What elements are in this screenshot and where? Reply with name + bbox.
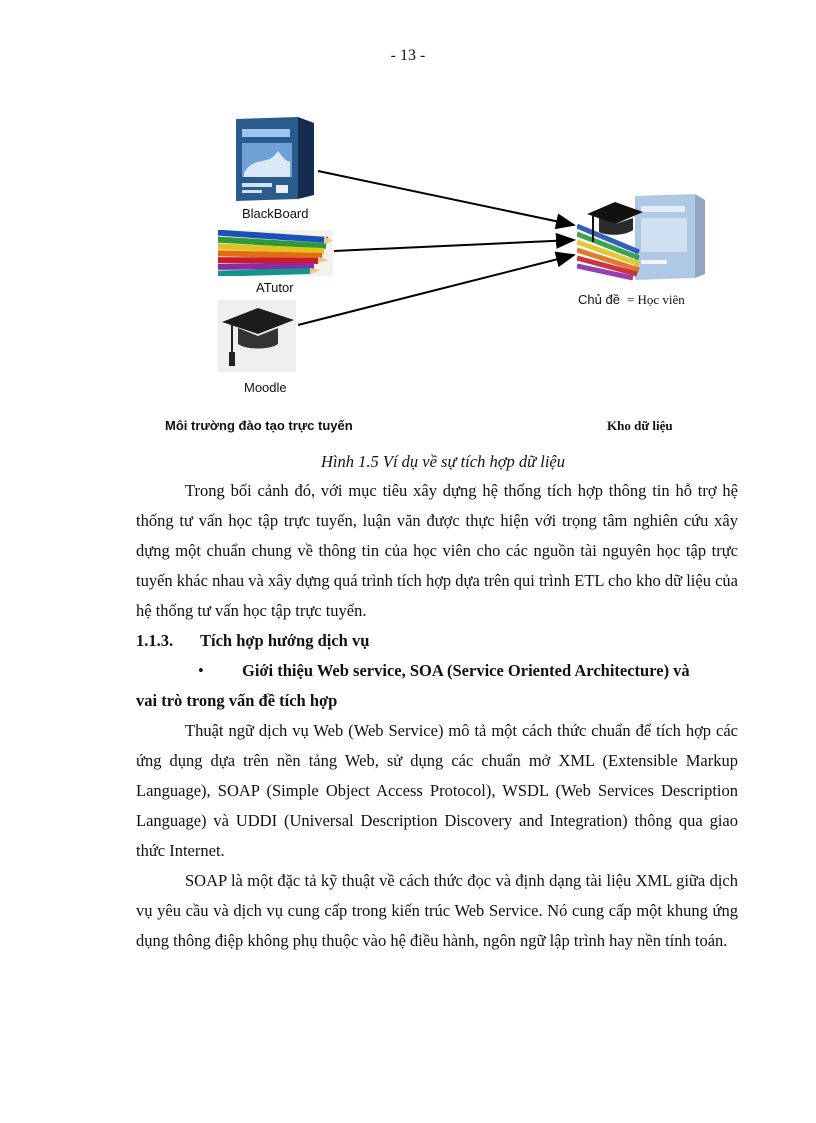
paragraph-text: SOAP là một đặc tả kỹ thuật về cách thức đọc và định dạng tài liệu XML giữa dịch vụ yêu cầu và dịch vụ cung cấp trong kiến trúc Web Service. Nó cung cấp một khung ứng dụng thông điệp không phụ thuộc vào hệ điều hành, ngôn ngữ lập trình hay nền tính toán.	[136, 871, 738, 950]
arrow-moodle	[298, 255, 574, 325]
paragraph-text: Thuật ngữ dịch vụ Web (Web Service) mô tả một cách thức chuẩn để tích hợp các ứng dụng dựa trên nền tảng Web, sử dụng các chuẩn mở XML (Extensible Markup Language), SOAP (Simple Object Access Protocol), WSDL (Web Services Description Language) và UDDI (Universal Description Discovery and Integration) thông qua giao thức Internet.	[136, 721, 738, 860]
bullet-icon: •	[198, 661, 204, 680]
software-box-icon	[232, 115, 316, 205]
left-group-label: Môi trường đào tạo trực tuyến	[165, 418, 353, 433]
bullet-heading-line1: Giới thiệu Web service, SOA (Service Oriented Architecture) và	[242, 661, 690, 680]
colored-pencils-icon	[218, 230, 333, 276]
arrow-blackboard	[318, 171, 574, 225]
graduation-cap-icon	[218, 300, 296, 372]
figure-caption: Hình 1.5 Ví dụ về sự tích hợp dữ liệu	[320, 452, 566, 471]
source-label-blackboard: BlackBoard	[242, 206, 309, 221]
section-number: 1.1.3.	[136, 631, 174, 650]
section-title: Tích hợp hướng dịch vụ	[200, 631, 370, 650]
paragraph-text: Trong bối cảnh đó, với mục tiêu xây dựng hệ thống tích hợp thông tin hỗ trợ hệ thống tư vấn học tập trực tuyến, luận văn được thực hiện với trọng tâm nghiên cứu xây dựng một chuẩn chung về thông tin của học viên cho các nguồn tài nguyên học tập trực tuyến khác nhau và xây dựng quá trình tích hợp dựa trên qui trình ETL cho kho dữ liệu của hệ thống tư vấn học tập trực tuyến.	[136, 481, 738, 620]
bullet-heading-line2: vai trò trong vấn đề tích hợp	[136, 691, 338, 710]
integration-figure	[0, 0, 816, 450]
source-label-moodle: Moodle	[244, 380, 287, 395]
target-label-equals: = Học viên	[626, 292, 685, 307]
right-group-label: Kho dữ liệu	[607, 418, 673, 433]
bullet-heading	[136, 656, 738, 716]
page-number: - 13 -	[390, 47, 426, 64]
paragraph-soap	[136, 866, 738, 956]
paragraph-web-service	[136, 716, 738, 866]
arrow-atutor	[334, 240, 574, 251]
source-label-atutor: ATutor	[256, 280, 294, 295]
paragraph-context	[136, 476, 738, 626]
target-label	[578, 291, 685, 309]
section-heading	[136, 626, 370, 656]
data-warehouse-composite-icon	[577, 192, 707, 292]
target-label-subject: Chủ đề	[578, 292, 620, 307]
